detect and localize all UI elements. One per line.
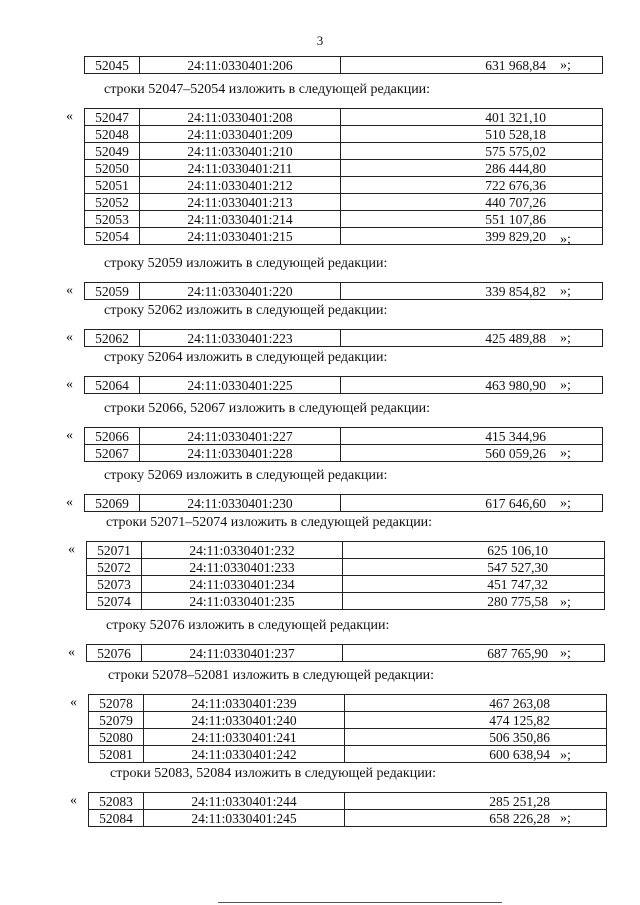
cadastral-number-cell: 24:11:0330401:232: [142, 542, 343, 559]
cadastral-number-cell: 24:11:0330401:209: [140, 126, 341, 143]
amendment-caption: строки 52078–52081 изложить в следующей редакции:: [108, 668, 435, 683]
value-cell: 463 980,90: [341, 377, 603, 394]
row-number-cell: 52072: [87, 559, 142, 576]
row-number-cell: 52083: [89, 793, 144, 810]
row-number-cell: 52059: [85, 283, 140, 300]
amendment-table: [84, 329, 603, 347]
close-quote: »;: [560, 231, 571, 247]
table-row: [89, 695, 607, 712]
cadastral-number-cell: 24:11:0330401:237: [142, 645, 343, 662]
cadastral-number-cell: 24:11:0330401:212: [140, 177, 341, 194]
amendment-table: [86, 644, 605, 662]
value-cell: 280 775,58: [343, 593, 605, 610]
value-cell: 625 106,10: [343, 542, 605, 559]
row-number-cell: 52050: [85, 160, 140, 177]
value-cell: 510 528,18: [341, 126, 603, 143]
table-row: [85, 495, 603, 512]
row-number-cell: 52067: [85, 445, 140, 462]
value-cell: 474 125,82: [345, 712, 607, 729]
amendment-caption: строку 52064 изложить в следующей редакции:: [104, 350, 388, 365]
close-quote: »;: [560, 496, 571, 511]
cadastral-number-cell: 24:11:0330401:211: [140, 160, 341, 177]
cadastral-number-cell: 24:11:0330401:227: [140, 428, 341, 445]
table-row: [87, 576, 605, 593]
cadastral-number-cell: 24:11:0330401:233: [142, 559, 343, 576]
table-row: [85, 57, 603, 74]
open-quote: «: [66, 109, 73, 124]
page-number: 3: [316, 33, 324, 48]
amendment-caption: строку 52076 изложить в следующей редакции:: [106, 618, 390, 633]
amendment-table: [84, 427, 603, 462]
row-number-cell: 52078: [89, 695, 144, 712]
row-number-cell: 52054: [85, 228, 140, 245]
row-number-cell: 52074: [87, 593, 142, 610]
value-cell: 575 575,02: [341, 143, 603, 160]
value-cell: 451 747,32: [343, 576, 605, 593]
value-cell: 722 676,36: [341, 177, 603, 194]
cadastral-number-cell: 24:11:0330401:230: [140, 495, 341, 512]
page-bottom-rule: [218, 902, 502, 903]
amendment-table: [88, 694, 607, 763]
value-cell: 506 350,86: [345, 729, 607, 746]
amendment-caption: строки 52066, 52067 изложить в следующей редакции:: [104, 401, 431, 416]
value-cell: 440 707,26: [341, 194, 603, 211]
table-row: [89, 712, 607, 729]
amendment-table: [84, 494, 603, 512]
value-cell: 285 251,28: [345, 793, 607, 810]
amendment-caption: строки 52071–52074 изложить в следующей редакции:: [106, 515, 433, 530]
table-row: [85, 445, 603, 462]
open-quote: «: [66, 377, 73, 392]
close-quote: »;: [560, 748, 571, 764]
row-number-cell: 52073: [87, 576, 142, 593]
row-number-cell: 52080: [89, 729, 144, 746]
close-quote: »;: [560, 331, 571, 346]
close-quote: »;: [560, 378, 571, 393]
row-number-cell: 52052: [85, 194, 140, 211]
value-cell: 600 638,94: [345, 746, 607, 763]
table-row: [87, 645, 605, 662]
close-quote: »;: [560, 58, 571, 73]
close-quote: »;: [560, 646, 571, 661]
table-row: [89, 810, 607, 827]
amendment-caption: строки 52083, 52084 изложить в следующей редакции:: [110, 766, 437, 781]
value-cell: 401 321,10: [341, 109, 603, 126]
amendment-table: [84, 108, 603, 245]
amendment-table: [84, 376, 603, 394]
row-number-cell: 52069: [85, 495, 140, 512]
cadastral-number-cell: 24:11:0330401:235: [142, 593, 343, 610]
cadastral-number-cell: 24:11:0330401:220: [140, 283, 341, 300]
row-number-cell: 52051: [85, 177, 140, 194]
value-cell: 631 968,84: [341, 57, 603, 74]
cadastral-number-cell: 24:11:0330401:239: [144, 695, 345, 712]
table-row: [85, 377, 603, 394]
row-number-cell: 52048: [85, 126, 140, 143]
cadastral-number-cell: 24:11:0330401:242: [144, 746, 345, 763]
row-number-cell: 52081: [89, 746, 144, 763]
table-row: [85, 177, 603, 194]
table-row: [87, 542, 605, 559]
cadastral-number-cell: 24:11:0330401:244: [144, 793, 345, 810]
value-cell: 658 226,28: [345, 810, 607, 827]
table-row: [85, 109, 603, 126]
value-cell: 399 829,20: [341, 228, 603, 245]
cadastral-number-cell: 24:11:0330401:210: [140, 143, 341, 160]
amendment-table: [88, 792, 607, 827]
value-cell: 286 444,80: [341, 160, 603, 177]
row-number-cell: 52071: [87, 542, 142, 559]
close-quote: »;: [560, 446, 571, 462]
cadastral-number-cell: 24:11:0330401:240: [144, 712, 345, 729]
table-row: [85, 211, 603, 228]
cadastral-number-cell: 24:11:0330401:215: [140, 228, 341, 245]
table-row: [85, 143, 603, 160]
row-number-cell: 52084: [89, 810, 144, 827]
value-cell: 617 646,60: [341, 495, 603, 512]
row-number-cell: 52049: [85, 143, 140, 160]
cadastral-number-cell: 24:11:0330401:208: [140, 109, 341, 126]
table-row: [85, 126, 603, 143]
cadastral-number-cell: 24:11:0330401:245: [144, 810, 345, 827]
value-cell: 467 263,08: [345, 695, 607, 712]
open-quote: «: [66, 495, 73, 510]
table-row: [87, 593, 605, 610]
table-row: [89, 729, 607, 746]
table-row: [85, 228, 603, 245]
row-number-cell: 52064: [85, 377, 140, 394]
table-row: [89, 746, 607, 763]
row-number-cell: 52047: [85, 109, 140, 126]
table-row: [89, 793, 607, 810]
open-quote: «: [66, 283, 73, 298]
cadastral-number-cell: 24:11:0330401:228: [140, 445, 341, 462]
cadastral-number-cell: 24:11:0330401:213: [140, 194, 341, 211]
value-cell: 547 527,30: [343, 559, 605, 576]
row-number-cell: 52076: [87, 645, 142, 662]
value-cell: 687 765,90: [343, 645, 605, 662]
cadastral-number-cell: 24:11:0330401:206: [140, 57, 341, 74]
open-quote: «: [66, 428, 73, 443]
amendment-caption: строку 52062 изложить в следующей редакции:: [104, 303, 388, 318]
amendment-caption: строку 52059 изложить в следующей редакции:: [104, 256, 388, 271]
value-cell: 415 344,96: [341, 428, 603, 445]
table-row: [85, 283, 603, 300]
table-row: [85, 428, 603, 445]
amendment-caption: строки 52047–52054 изложить в следующей редакции:: [104, 82, 431, 97]
value-cell: 425 489,88: [341, 330, 603, 347]
row-number-cell: 52062: [85, 330, 140, 347]
open-quote: «: [70, 793, 77, 808]
row-number-cell: 52079: [89, 712, 144, 729]
table-row: [85, 194, 603, 211]
open-quote: «: [68, 645, 75, 660]
row-number-cell: 52045: [85, 57, 140, 74]
amendment-table: [84, 56, 603, 74]
value-cell: 551 107,86: [341, 211, 603, 228]
cadastral-number-cell: 24:11:0330401:241: [144, 729, 345, 746]
amendment-table: [86, 541, 605, 610]
table-row: [87, 559, 605, 576]
open-quote: «: [70, 695, 77, 710]
open-quote: «: [66, 330, 73, 345]
close-quote: »;: [560, 284, 571, 299]
row-number-cell: 52053: [85, 211, 140, 228]
amendment-table: [84, 282, 603, 300]
close-quote: »;: [560, 595, 571, 611]
close-quote: »;: [560, 811, 571, 827]
value-cell: 339 854,82: [341, 283, 603, 300]
cadastral-number-cell: 24:11:0330401:223: [140, 330, 341, 347]
row-number-cell: 52066: [85, 428, 140, 445]
table-row: [85, 330, 603, 347]
open-quote: «: [68, 542, 75, 557]
cadastral-number-cell: 24:11:0330401:225: [140, 377, 341, 394]
cadastral-number-cell: 24:11:0330401:214: [140, 211, 341, 228]
value-cell: 560 059,26: [341, 445, 603, 462]
cadastral-number-cell: 24:11:0330401:234: [142, 576, 343, 593]
table-row: [85, 160, 603, 177]
amendment-caption: строку 52069 изложить в следующей редакции:: [104, 468, 388, 483]
